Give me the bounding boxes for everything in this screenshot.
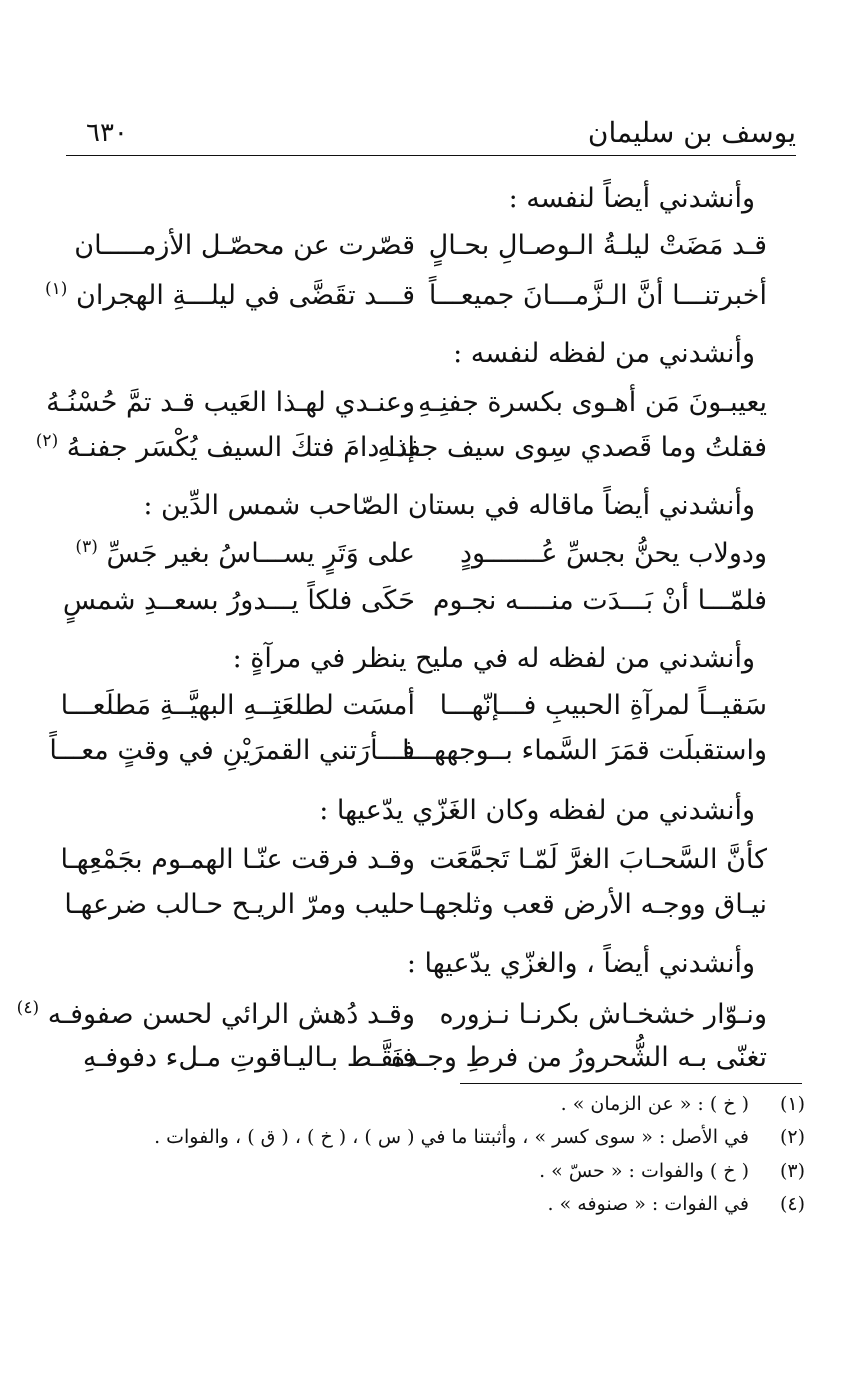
verse-second-hemistich: وقـد فرقت عنّـا الهمـوم بجَمْعِهـا bbox=[60, 844, 415, 875]
verse-second-hemistich bbox=[75, 538, 415, 569]
page-number: ٦٣٠ bbox=[86, 118, 128, 148]
verse-second-hemistich: حَكَى فلكاً يـــدورُ بسعــدِ شمسٍ bbox=[62, 585, 415, 616]
verse-second-hemistich bbox=[45, 280, 415, 311]
footnote-number: (٣) bbox=[779, 1160, 805, 1182]
footnote-text: ( خ ) : « عن الزمان » . bbox=[560, 1093, 749, 1115]
verse-second-hemistich: وعنـدي لهـذا العَيب قـد تمَّ حُسْنُـهُ bbox=[46, 387, 415, 418]
footnote-text: في الفوات : « صنوفه » . bbox=[547, 1193, 749, 1215]
footnote-marker: (٢) bbox=[35, 431, 59, 451]
section-intro: وأنشدني من لفظه لنفسه : bbox=[453, 338, 755, 369]
verse-first-hemistich: تغنّى بـه الشُّحرورُ من فرطِ وجـده bbox=[391, 1042, 767, 1073]
footnote-marker: (٤) bbox=[16, 998, 40, 1018]
footnote-text: في الأصل : « سوى كسر » ، وأثبتنا ما في ( س ) ، ( خ ) ، ( ق ) ، والفوات . bbox=[154, 1126, 749, 1148]
verse-second-hemistich: قصّرت عن محصّـل الأزمـــــان bbox=[74, 230, 415, 261]
hemistich-text: قـــد تقَضَّى في ليلـــةِ الهجران bbox=[76, 280, 415, 311]
verse-second-hemistich bbox=[17, 999, 415, 1030]
footnote bbox=[548, 1193, 805, 1215]
footnote-rule bbox=[460, 1083, 802, 1084]
verse-first-hemistich: ونـوّار خشخـاش بكرنـا نـزوره bbox=[439, 999, 767, 1030]
footnote-number: (١) bbox=[779, 1093, 805, 1115]
footnote bbox=[561, 1093, 805, 1115]
footnote-text: ( خ ) والفوات : « حسّ » . bbox=[539, 1160, 749, 1182]
verse-first-hemistich: فلمّـــا أنْ بَـــدَت منــــه نجـوم bbox=[432, 585, 767, 616]
hemistich-text: وقـد دُهش الرائي لحسن صفوفـه bbox=[47, 999, 415, 1030]
verse-first-hemistich: واستقبلَت قمَرَ السَّماء بــوجههـــا bbox=[402, 735, 767, 766]
hemistich-text: على وَتَرٍ يســـاسُ بغير جَسِّ bbox=[106, 538, 415, 569]
section-intro: وأنشدني أيضاً لنفسه : bbox=[508, 183, 755, 214]
section-intro: وأنشدني أيضاً ماقاله في بستان الصّاحب شمس الدِّين : bbox=[143, 490, 755, 521]
verse-first-hemistich: قـد مَضَتْ ليلـةُ الـوصـالِ بحـالٍ bbox=[428, 230, 767, 261]
verse-first-hemistich: يعيبـونَ مَن أهـوى بكسرة جفنِـهِ bbox=[417, 387, 767, 418]
verse-first-hemistich: نيـاق ووجـه الأرض قعب وثلجهـا bbox=[418, 889, 767, 920]
verse-first-hemistich: فقلتُ وما قَصدي سِوى سيف جفنـهِ bbox=[377, 432, 767, 463]
hemistich-text: إذا دامَ فتكَ السيف يُكْسَر جفنـهُ bbox=[66, 432, 415, 463]
verse-second-hemistich bbox=[36, 432, 415, 463]
verse-second-hemistich: فنَقَّـط بـاليـاقوتِ مـلء دفوفـهِ bbox=[82, 1042, 415, 1073]
footnote-marker: (٣) bbox=[75, 537, 98, 557]
verse-second-hemistich: أمسَت لطلعَتِــهِ البهيَّــةِ مَطلَعـــا bbox=[60, 690, 415, 721]
header-title: يوسف بن سليمان bbox=[587, 116, 796, 149]
verse-first-hemistich: أخبرتنـــا أنَّ الـزَّمـــانَ جميعـــاً bbox=[428, 280, 767, 311]
header-rule bbox=[66, 155, 796, 156]
verse-second-hemistich: فـــأرَتني القمرَيْنِ في وقتٍ معـــاً bbox=[49, 735, 415, 766]
footnote-number: (٢) bbox=[779, 1126, 805, 1148]
footnote-marker: (١) bbox=[44, 279, 68, 299]
section-intro: وأنشدني من لفظه له في مليح ينظر في مرآةٍ : bbox=[232, 643, 755, 674]
footnote bbox=[539, 1160, 805, 1182]
section-intro: وأنشدني من لفظه وكان الغَزّي يدّعيها : bbox=[319, 795, 755, 826]
running-header bbox=[66, 108, 796, 156]
verse-second-hemistich: حليب ومرّ الريـح حـالب ضرعهـا bbox=[64, 889, 415, 920]
footnote-number: (٤) bbox=[779, 1193, 805, 1215]
footnote bbox=[154, 1126, 805, 1148]
verse-first-hemistich: سَقيــاً لمرآةِ الحبيبِ فـــإنّهـــا bbox=[439, 690, 767, 721]
section-intro: وأنشدني أيضاً ، والغزّي يدّعيها : bbox=[406, 948, 755, 979]
verse-first-hemistich: ودولاب يحنُّ بجسِّ عُـــــــودٍ bbox=[460, 538, 767, 569]
verse-first-hemistich: كأنَّ السَّحـابَ الغرَّ لَمّـا تَجمَّعَت bbox=[429, 844, 767, 875]
